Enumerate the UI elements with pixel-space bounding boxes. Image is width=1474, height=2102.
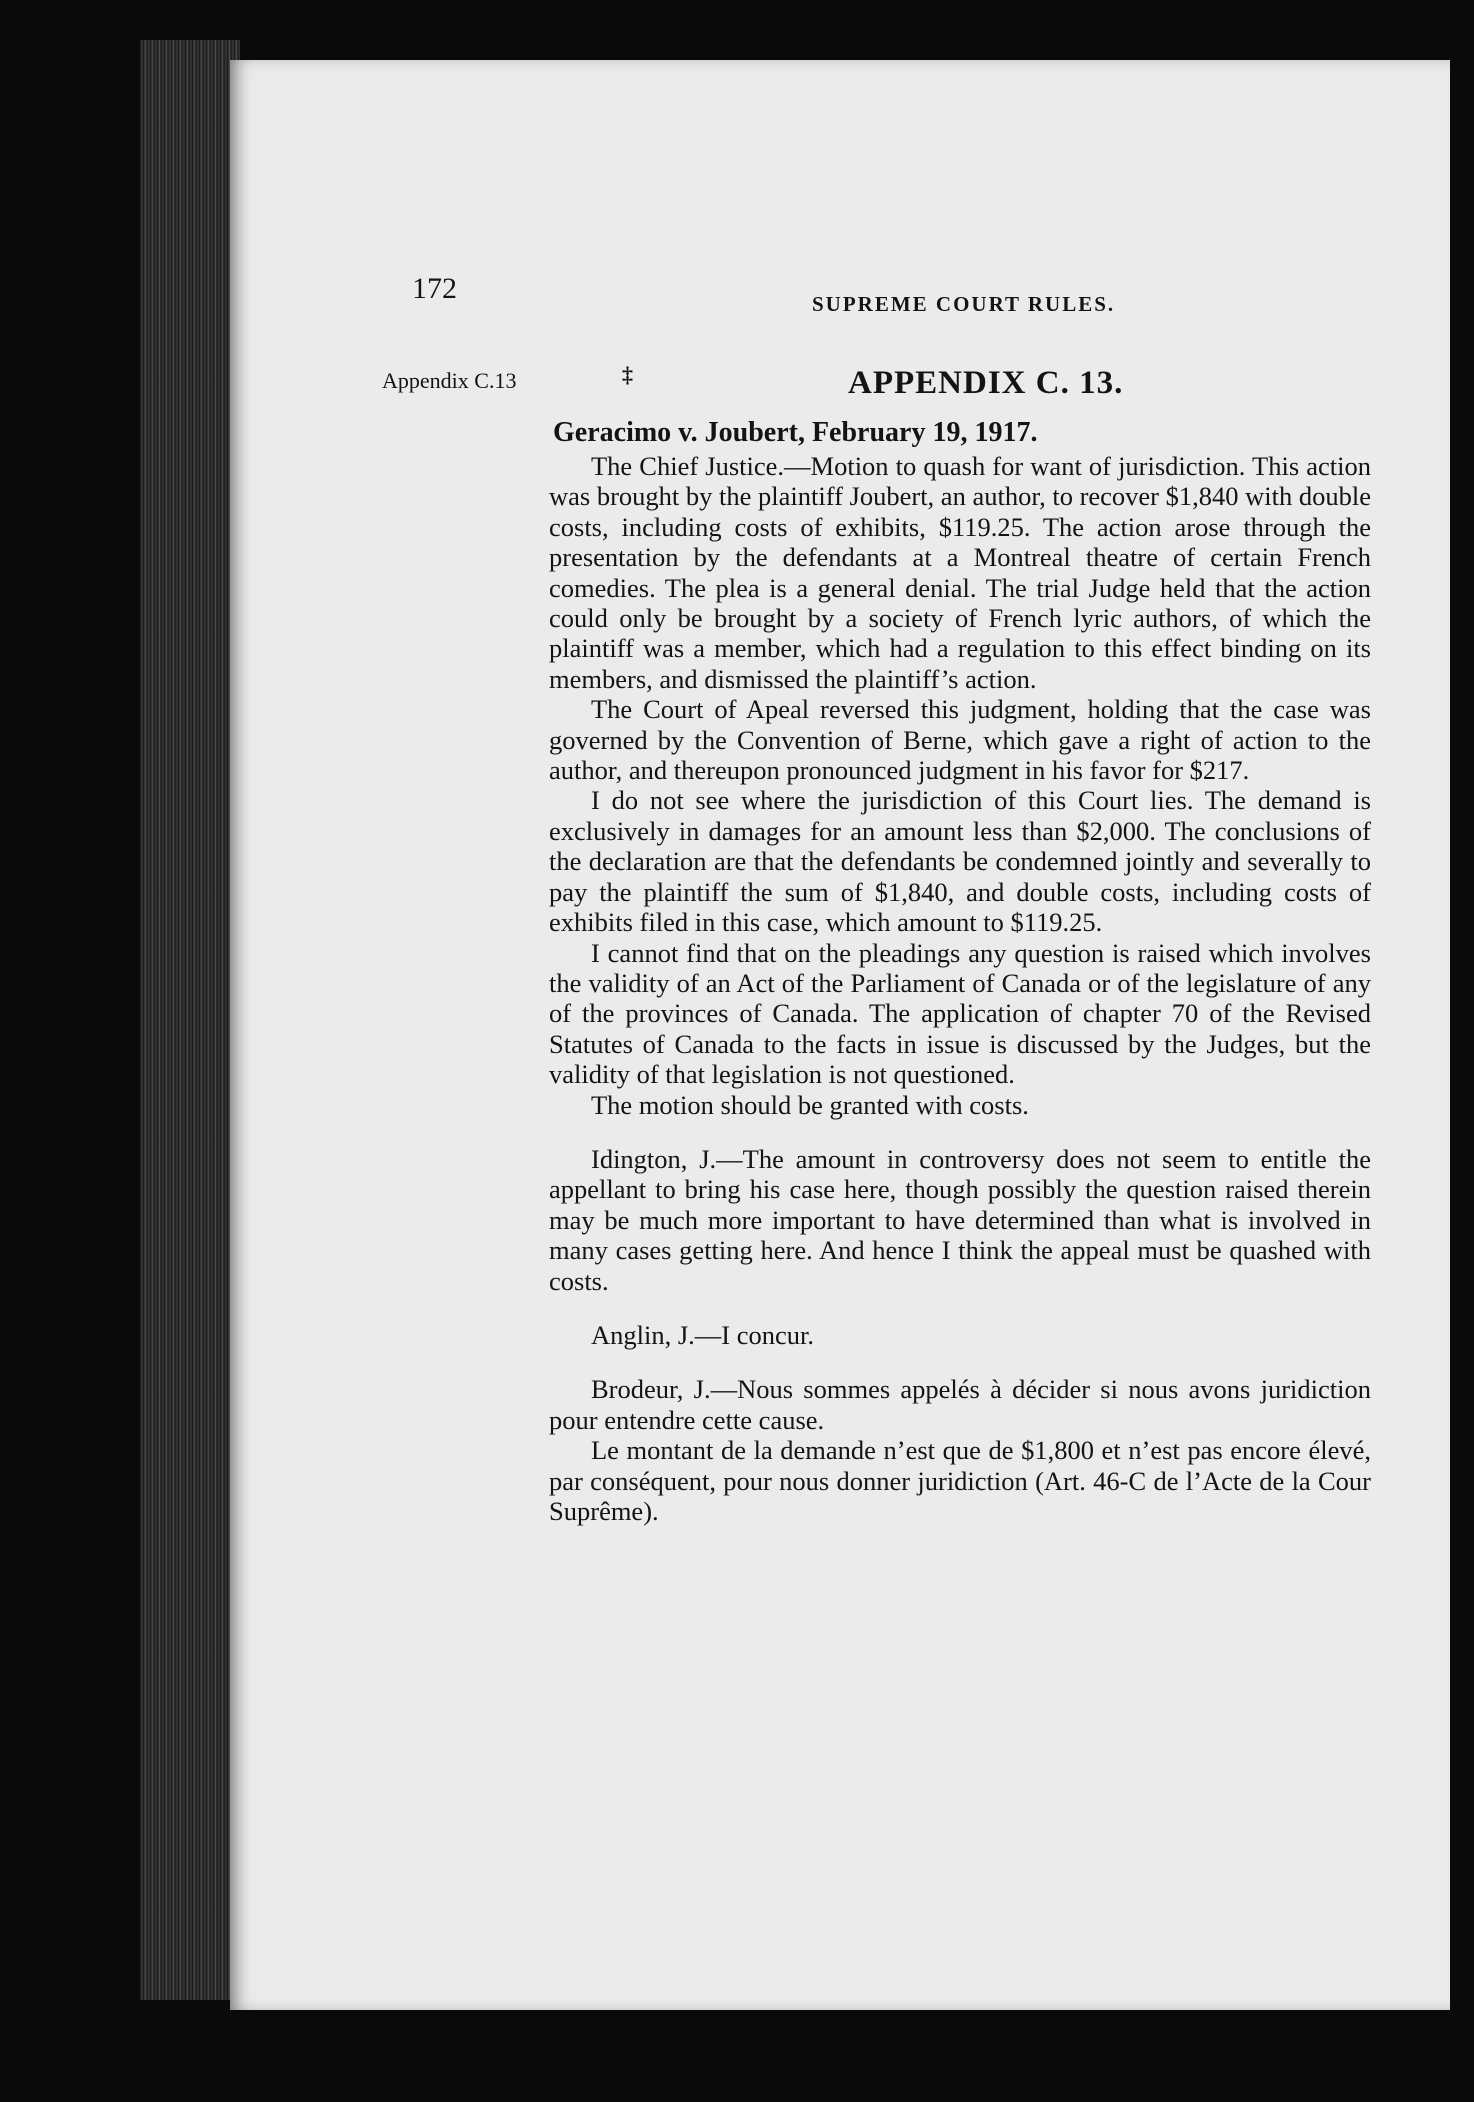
paragraph-idington: Idington, J.—The amount in controversy does not seem to entitle the appellant to bring his case here, though possibly the question raised therein may be much more important to have determined than what is involved in many cases getting here. And hence I think the appeal must be quashed with costs. (549, 1143, 1371, 1296)
paragraph-chief-justice: The Chief Justice.—Motion to quash for want of jurisdiction. This action was brought by the plaintiff Joubert, an author, to recover $1,840 with double costs, including costs of exhibits, $119.25. The action arose through the presentation by the defendants at a Montreal theatre of certain French comedies. The plea is a general denial. The trial Judge held that the action could only be brought by a society of French lyric authors, of which the plaintiff was a member, which had a regulation to this effect binding on its members, and dismissed the plaintiff’s action. (549, 451, 1371, 694)
appendix-title: APPENDIX C. 13. (848, 365, 1124, 401)
page-number: 172 (412, 272, 457, 305)
case-title: Geracimo v. Joubert, February 19, 1917. (553, 417, 1038, 448)
paragraph-anglin: Anglin, J.—I concur. (591, 1319, 815, 1350)
paragraph-pleadings: I cannot find that on the pleadings any question is raised which involves the validity of an Act of the Parliament of Canada or of the legislature of any of the provinces of Canada. The application of chapter 70 of the Revised Statutes of Canada to the facts in issue is discussed by the Judges, but the validity of that legislation is not questioned. (549, 937, 1371, 1090)
paragraph-court-of-appeal: The Court of Apeal reversed this judgment, holding that the case was governed by the Convention of Berne, which gave a right of action to the author, and thereupon pronounced judgment in his favor for $217. (549, 694, 1371, 786)
paragraph-brodeur: Brodeur, J.—Nous sommes appelés à décider si nous avons juridiction pour entendre cette cause. (549, 1374, 1371, 1435)
print-mark: ‡ (622, 362, 633, 387)
paragraph-jurisdiction: I do not see where the jurisdiction of this Court lies. The demand is exclusively in damages for an amount less than $2,000. The conclusions of the declaration are that the defendants be condemned jointly and severally to pay the plaintiff the sum of $1,840, and double costs, including costs of exhibits filed in this case, which amount to $119.25. (549, 785, 1371, 938)
paragraph-montant: Le montant de la demande n’est que de $1,800 et n’est pas encore élevé, par conséquent, pour nous donner juridiction (Art. 46-C de l’Acte de la Cour Suprême). (549, 1435, 1371, 1526)
book-binding-edge (140, 40, 240, 2000)
scan-right-border (1450, 40, 1474, 2040)
margin-note: Appendix C.13 (382, 368, 517, 393)
running-head: SUPREME COURT RULES. (812, 292, 1116, 316)
body-text (549, 451, 1371, 1526)
paragraph-motion-granted: The motion should be granted with costs. (591, 1089, 1029, 1120)
